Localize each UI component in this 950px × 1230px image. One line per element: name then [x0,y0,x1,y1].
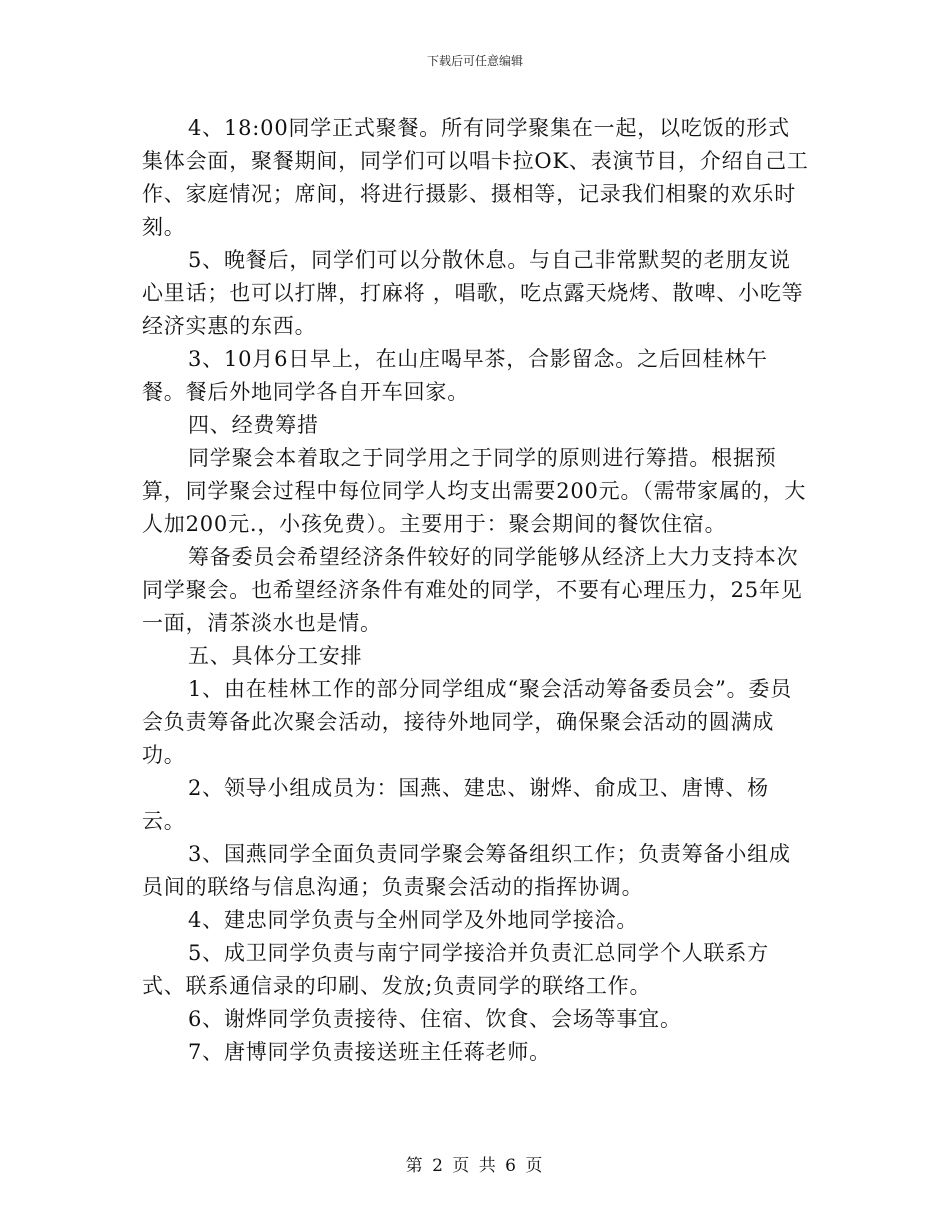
document-body [142,112,810,1069]
section-heading-funding: 四、经费筹措 [188,413,319,437]
paragraph-jianzhong-duty: 4、建忠同学负责与全州同学及外地同学接洽。 [188,908,639,932]
paragraph-dinner: 4、18:00同学正式聚餐。所有同学聚集在一起，以吃饭的形式集体会面，聚餐期间，同学们可以唱卡拉OK、表演节目，介绍自己工作、家庭情况；席间，将进行摄影、摄相等，记录我们相聚的欢乐时刻。 [142,116,809,239]
paragraph-morning-tea: 3、10月6日早上，在山庄喝早茶，合影留念。之后回桂林午餐。餐后外地同学各自开车回家。 [142,347,768,404]
paragraph-funding-support: 筹备委员会希望经济条件较好的同学能够从经济上大力支持本次同学聚会。也希望经济条件有难处的同学，不要有心理压力，25年见一面，清茶淡水也是情。 [142,545,803,635]
paragraph-tangbo-duty: 7、唐博同学负责接送班主任蒋老师。 [188,1040,551,1064]
paragraph-xieye-duty: 6、谢烨同学负责接待、住宿、饮食、会场等事宜。 [188,1007,682,1031]
paragraph-guoyan-duty: 3、国燕同学全面负责同学聚会筹备组织工作；负责筹备小组成员间的联络与信息沟通；负责聚会活动的指挥协调。 [142,842,791,899]
section-heading-division-of-labor: 五、具体分工安排 [188,644,363,668]
paragraph-funding-principle: 同学聚会本着取之于同学用之于同学的原则进行筹措。根据预算，同学聚会过程中每位同学人均支出需要200元。（需带家属的，大人加200元.，小孩免费）。主要用于：聚会期间的餐饮住宿。 [142,446,807,536]
paragraph-chengwei-duty: 5、成卫同学负责与南宁同学接洽并负责汇总同学个人联系方式、联系通信录的印刷、发放;负责同学的联络工作。 [142,941,769,998]
page-number-footer: 第 2 页 共 6 页 [405,1156,545,1176]
paragraph-leadership-group: 2、领导小组成员为：国燕、建忠、谢烨、俞成卫、唐博、杨云。 [142,776,769,833]
page-header: 下载后可任意编辑 [426,54,523,68]
paragraph-after-dinner: 5、晚餐后，同学们可以分散休息。与自己非常默契的老朋友说心里话；也可以打牌，打麻将 ，唱歌，吃点露天烧烤、散啤、小吃等经济实惠的东西。 [142,248,804,338]
paragraph-committee: 1、由在桂林工作的部分同学组成“聚会活动筹备委员会”。委员会负责筹备此次聚会活动，接待外地同学，确保聚会活动的圆满成功。 [142,677,793,767]
